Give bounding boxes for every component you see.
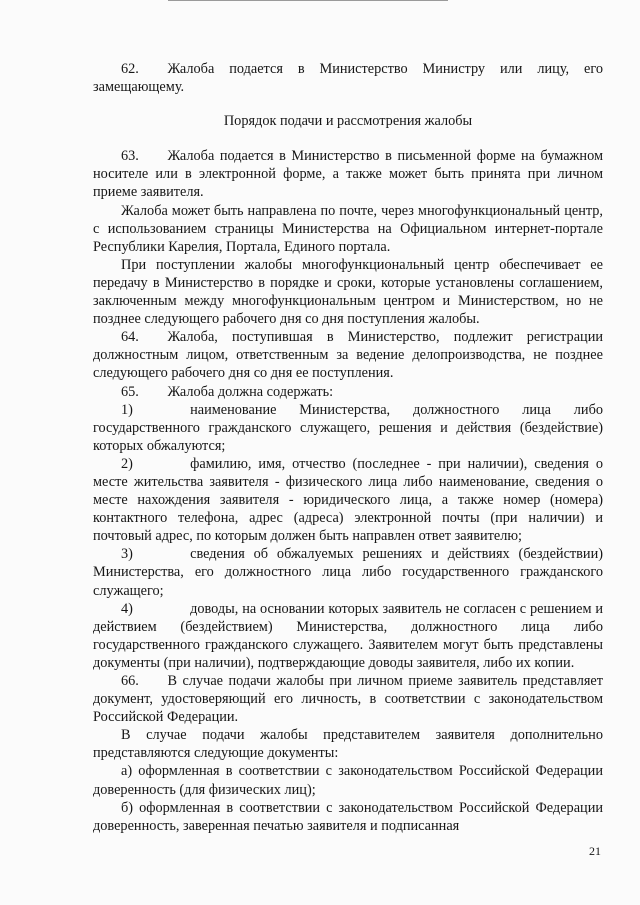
- list-item-b: б) оформленная в соответствии с законодательством Российской Федерации доверенность, заверенная печатью заявителя и подписанная: [93, 799, 603, 834]
- paragraph-62: 62. Жалоба подается в Министерство Министру или лицу, его замещающему.: [93, 61, 603, 96]
- list-item-3: 3) сведения об обжалуемых решениях и действиях (бездействии) Министерства, его должностного лица либо государственного гражданского служащего;: [93, 546, 603, 599]
- paragraph-66: 66. В случае подачи жалобы при личном приеме заявитель представляет документ, удостоверяющий его личность, в соответствии с законодательством Российской Федерации.: [93, 673, 603, 726]
- paragraph-64: 64. Жалоба, поступившая в Министерство, подлежит регистрации должностным лицом, ответственным за ведение делопроизводства, не позднее следующего рабочего дня со дня ее поступления.: [93, 329, 603, 382]
- document-page: [93, 60, 603, 835]
- page-number: 21: [589, 844, 601, 858]
- list-item-a: а) оформленная в соответствии с законодательством Российской Федерации доверенность (для физических лиц);: [93, 763, 603, 798]
- paragraph-63: 63. Жалоба подается в Министерство в письменной форме на бумажном носителе или в электронной форме, а также может быть принята при личном приеме заявителя.: [93, 148, 603, 201]
- paragraph-63-mail: Жалоба может быть направлена по почте, через многофункциональный центр, с использованием страницы Министерства на Официальном интернет-портале Республики Карелия, Портала, Единого портала.: [93, 202, 603, 255]
- list-item-4: 4) доводы, на основании которых заявитель не согласен с решением и действием (бездействием) Министерства, должностного лица либо государственного гражданского служащего. Заявителем могут быть представлены документы (при наличии), подтверждающие доводы заявителя, либо их копии.: [93, 600, 603, 671]
- paragraph-63-mfc: При поступлении жалобы многофункциональный центр обеспечивает ее передачу в Министерство в порядке и сроки, которые установлены соглашением, заключенным между многофункциональным центром и Министерством, но не позднее следующего рабочего дня со дня поступления жалобы.: [93, 256, 603, 328]
- list-item-2: 2) фамилию, имя, отчество (последнее - при наличии), сведения о месте жительства заявителя - физического лица либо наименование, сведения о месте нахождения заявителя - юридического лица, а также номер (номера) контактного телефона, адрес (адреса) электронной почты (при наличии) и почтовый адрес, по которым должен быть направлен ответ заявителю;: [93, 455, 603, 545]
- list-item-1: 1) наименование Министерства, должностного лица либо государственного гражданского служащего, решения и действия (бездействие) которых обжалуются;: [93, 401, 603, 454]
- section-heading: Порядок подачи и рассмотрения жалобы: [223, 113, 473, 130]
- top-rule: [168, 0, 448, 1]
- paragraph-66-representative: В случае подачи жалобы представителем заявителя дополнительно представляются следующие документы:: [93, 727, 603, 762]
- paragraph-65: 65. Жалоба должна содержать:: [121, 383, 334, 400]
